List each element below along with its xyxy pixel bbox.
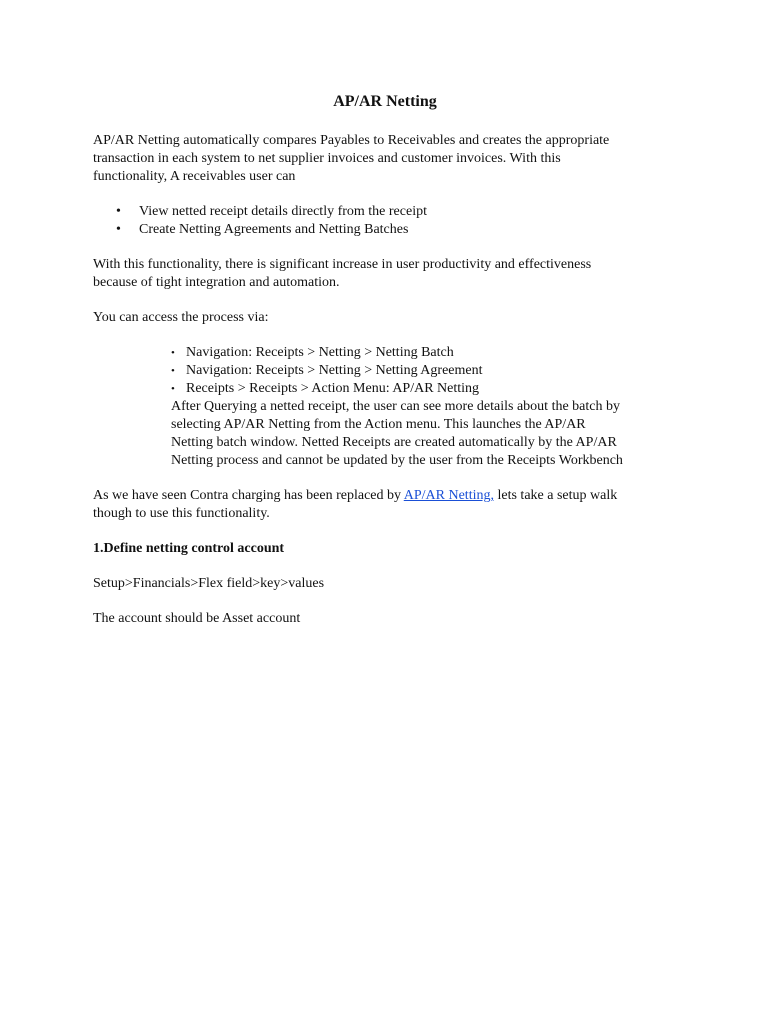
list-item-text: View netted receipt details directly from the receipt <box>139 204 427 219</box>
productivity-paragraph <box>93 256 693 292</box>
bullet-icon: • <box>116 222 121 237</box>
contra-text-before: As we have seen Contra charging has been replaced by <box>93 488 404 503</box>
document-title: AP/AR Netting <box>333 93 437 110</box>
access-intro: You can access the process via: <box>93 310 269 325</box>
bullet-icon: • <box>116 204 121 219</box>
contra-paragraph <box>93 487 693 523</box>
bullet-icon: • <box>171 347 175 359</box>
account-note: The account should be Asset account <box>93 611 301 626</box>
ap-ar-netting-link[interactable]: AP/AR Netting, <box>403 488 494 503</box>
querying-paragraph <box>93 398 693 470</box>
contra-text-after: lets take a setup walk <box>493 488 618 503</box>
list-item <box>93 362 693 380</box>
document-body <box>93 92 693 645</box>
intro-line-1: AP/AR Netting automatically compares Payables to Receivables and creates the appropriate <box>93 133 610 148</box>
list-item-text: Receipts > Receipts > Action Menu: AP/AR Netting <box>186 381 480 396</box>
contra-line-2: though to use this functionality. <box>93 506 270 521</box>
list-item-text: Navigation: Receipts > Netting > Netting Batch <box>186 345 454 360</box>
list-item-text: Navigation: Receipts > Netting > Netting Agreement <box>186 363 483 378</box>
querying-line-2: selecting AP/AR Netting from the Action menu. This launches the AP/AR <box>171 417 586 432</box>
list-item <box>93 203 693 221</box>
intro-line-2: transaction in each system to net supplier invoices and customer invoices. With this <box>93 151 561 166</box>
productivity-line-1: With this functionality, there is significant increase in user productivity and effectiveness <box>93 257 592 272</box>
bullet-icon: • <box>171 383 175 395</box>
user-can-list <box>93 203 693 239</box>
bullet-icon: • <box>171 365 175 377</box>
list-item-text: Create Netting Agreements and Netting Batches <box>139 222 409 237</box>
querying-line-4: Netting process and cannot be updated by the user from the Receipts Workbench <box>171 453 623 468</box>
querying-line-3: Netting batch window. Netted Receipts are created automatically by the AP/AR <box>171 435 617 450</box>
access-list <box>93 344 693 398</box>
list-item <box>93 221 693 239</box>
intro-paragraph <box>93 132 693 186</box>
intro-line-3: functionality, A receivables user can <box>93 169 296 184</box>
productivity-line-2: because of tight integration and automation. <box>93 275 340 290</box>
list-item <box>93 380 693 398</box>
list-item <box>93 344 693 362</box>
setup-path: Setup>Financials>Flex field>key>values <box>93 576 325 591</box>
section-heading: 1.Define netting control account <box>93 541 285 556</box>
querying-line-1: After Querying a netted receipt, the user can see more details about the batch by <box>171 399 620 414</box>
